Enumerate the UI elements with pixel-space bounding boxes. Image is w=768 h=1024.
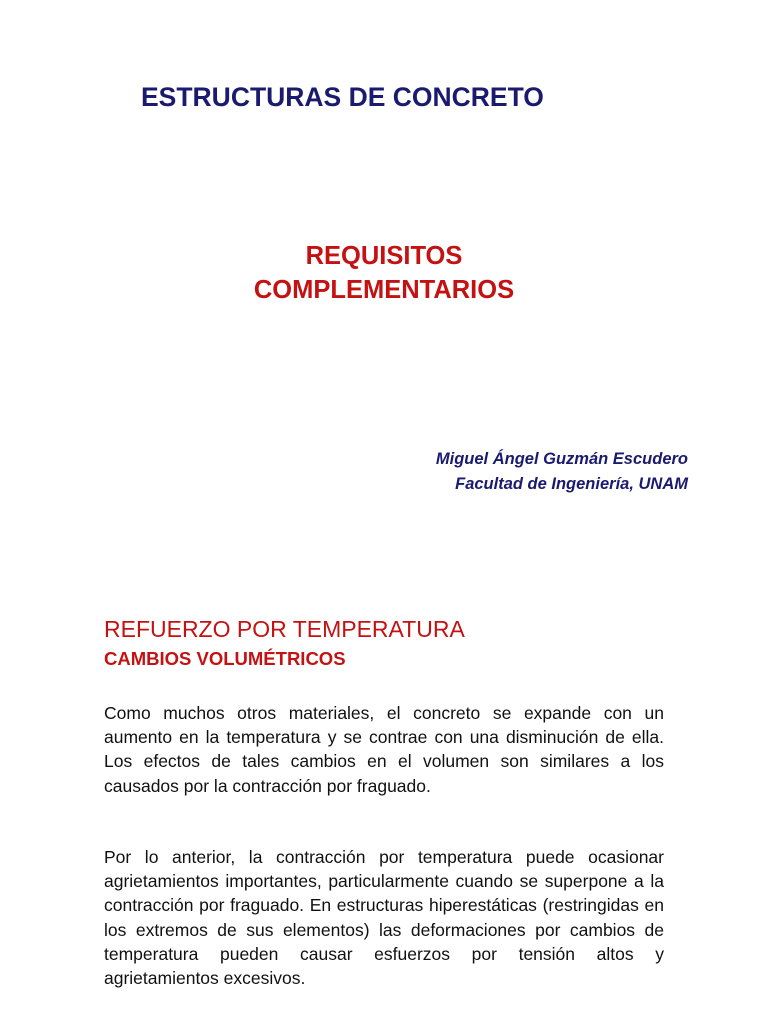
document-subtitle (0, 239, 768, 307)
document-title: ESTRUCTURAS DE CONCRETO (141, 82, 544, 112)
author-name: Miguel Ángel Guzmán Escudero (435, 450, 688, 468)
subtitle-line-1: REQUISITOS (305, 242, 463, 270)
section-heading: REFUERZO POR TEMPERATURA (104, 616, 465, 642)
body-paragraph-2: Por lo anterior, la contracción por temperatura puede ocasionar agrietamientos importantes, particularmente cuando se superpone a la contracción por fraguado. En estructuras hiperestáticas (restringidas en los extremos de sus elementos) las deformaciones por cambios de temperatura pueden causar esfuerzos por tensión altos y agrietamientos excesivos. (104, 847, 664, 989)
author-info (436, 447, 688, 497)
subtitle-line-2: COMPLEMENTARIOS (253, 276, 515, 304)
body-paragraph-1: Como muchos otros materiales, el concreto se expande con un aumento en la temperatura y se contrae con una disminución de ella. Los efectos de tales cambios en el volumen son similares a los causados por la contracción por fraguado. (104, 703, 664, 796)
author-affiliation: Facultad de Ingeniería, UNAM (455, 475, 688, 493)
section-subheading: CAMBIOS VOLUMÉTRICOS (104, 648, 346, 669)
